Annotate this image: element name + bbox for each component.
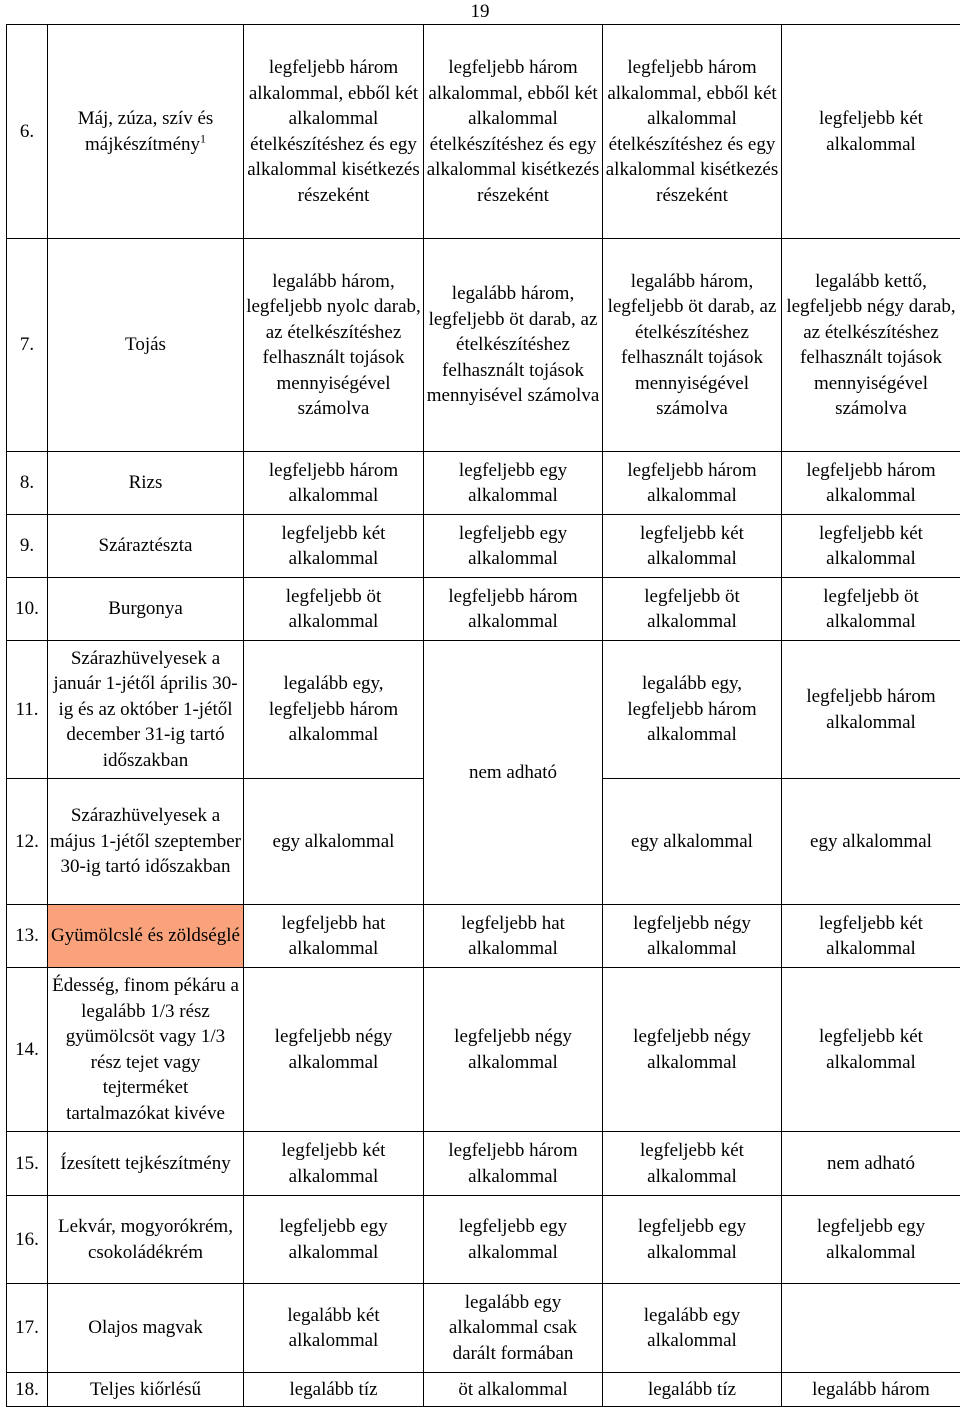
cell-col1: egy alkalommal [244,779,424,905]
cell-col2: öt alkalommal [424,1373,603,1407]
cell-col2: legfeljebb egy alkalommal [424,1196,603,1284]
cell-col2: legfeljebb egy alkalommal [424,452,603,515]
food-frequency-table [6,24,960,1407]
cell-col4: egy alkalommal [782,779,960,905]
food-name: Olajos magvak [48,1284,244,1373]
food-name: Rizs [48,452,244,515]
cell-col4: nem adható [782,1132,960,1196]
cell-col1: legfeljebb két alkalommal [244,515,424,578]
cell-col1: legalább két alkalommal [244,1284,424,1373]
food-name: Szárazhüvelyesek a május 1-jétől szeptember 30-ig tartó időszakban [48,779,244,905]
cell-col1: legfeljebb egy alkalommal [244,1196,424,1284]
cell-col3: legalább tíz [603,1373,782,1407]
food-name: Édesség, finom pékáru a legalább 1/3 rész gyümölcsöt vagy 1/3 rész tejet vagy tejterméket tartalmazókat kivéve [48,968,244,1132]
cell-col4: legfeljebb három alkalommal [782,641,960,779]
cell-col3: legfeljebb három alkalommal [603,452,782,515]
cell-col3: legalább egy, legfeljebb három alkalommal [603,641,782,779]
cell-col3: legfeljebb négy alkalommal [603,968,782,1132]
table-row [7,239,960,452]
row-number: 12. [7,779,48,905]
cell-col2-merged: nem adható [424,641,603,905]
row-number: 7. [7,239,48,452]
food-name: Teljes kiőrlésű [48,1373,244,1407]
row-number: 18. [7,1373,48,1407]
food-name: Lekvár, mogyorókrém, csokoládékrém [48,1196,244,1284]
cell-col4: legfeljebb öt alkalommal [782,578,960,641]
cell-col1: legfeljebb három alkalommal [244,452,424,515]
cell-col2: legalább három, legfeljebb öt darab, az ételkészítéshez felhasznált tojások mennyisével számolva [424,239,603,452]
cell-col4: legalább kettő, legfeljebb négy darab, az ételkészítéshez felhasznált tojások mennyiségével számolva [782,239,960,452]
cell-col4: legfeljebb két alkalommal [782,905,960,968]
row-number: 13. [7,905,48,968]
row-number: 9. [7,515,48,578]
footnote-marker: 1 [200,131,206,145]
cell-col2: legfeljebb három alkalommal, ebből két alkalommal ételkészítéshez és egy alkalommal kisétkezés részeként [424,25,603,239]
cell-col2: legalább egy alkalommal csak darált formában [424,1284,603,1373]
cell-col2: legfeljebb hat alkalommal [424,905,603,968]
food-name: Máj, zúza, szív és májkészítmény$^1$ [48,25,244,239]
cell-col1: legfeljebb öt alkalommal [244,578,424,641]
cell-col2: legfeljebb négy alkalommal [424,968,603,1132]
cell-col3: egy alkalommal [603,779,782,905]
cell-col1: legfeljebb két alkalommal [244,1132,424,1196]
cell-col3: legalább egy alkalommal [603,1284,782,1373]
cell-col3: legfeljebb két alkalommal [603,1132,782,1196]
cell-col3: legalább három, legfeljebb öt darab, az ételkészítéshez felhasznált tojások mennyiségével számolva [603,239,782,452]
cell-col1: legfeljebb három alkalommal, ebből két alkalommal ételkészítéshez és egy alkalommal kisétkezés részeként [244,25,424,239]
table-row [7,1373,960,1407]
food-name: Ízesített tejkészítmény [48,1132,244,1196]
table-row [7,578,960,641]
table-row [7,515,960,578]
cell-col1: legalább tíz [244,1373,424,1407]
row-number: 14. [7,968,48,1132]
cell-col1: legfeljebb hat alkalommal [244,905,424,968]
cell-col4: legfeljebb egy alkalommal [782,1196,960,1284]
cell-col3: legfeljebb három alkalommal, ebből két alkalommal ételkészítéshez és egy alkalommal kisétkezés részeként [603,25,782,239]
cell-col3: legfeljebb két alkalommal [603,515,782,578]
row-number: 15. [7,1132,48,1196]
cell-col2: legfeljebb három alkalommal [424,1132,603,1196]
cell-col3: legfeljebb egy alkalommal [603,1196,782,1284]
row-number: 6. [7,25,48,239]
row-number: 10. [7,578,48,641]
table-row [7,1196,960,1284]
cell-col2: legfeljebb egy alkalommal [424,515,603,578]
table-row [7,1132,960,1196]
food-name: Szárazhüvelyesek a január 1-jétől április 30-ig és az október 1-jétől december 31-ig tartó időszakban [48,641,244,779]
food-name: Burgonya [48,578,244,641]
row-number: 17. [7,1284,48,1373]
table-row [7,968,960,1132]
food-name: Száraztészta [48,515,244,578]
row-number: 8. [7,452,48,515]
cell-col4: legfeljebb két alkalommal [782,968,960,1132]
cell-col1: legalább egy, legfeljebb három alkalommal [244,641,424,779]
table-row [7,641,960,779]
row-number: 11. [7,641,48,779]
cell-col1: legfeljebb négy alkalommal [244,968,424,1132]
cell-col4 [782,1284,960,1373]
food-name: Tojás [48,239,244,452]
cell-col4: legalább három [782,1373,960,1407]
cell-col4: legfeljebb három alkalommal [782,452,960,515]
cell-col3: legfeljebb négy alkalommal [603,905,782,968]
page-number: 19 [0,1,960,23]
cell-col4: legfeljebb két alkalommal [782,25,960,239]
table-row [7,905,960,968]
cell-col2: legfeljebb három alkalommal [424,578,603,641]
row-number: 16. [7,1196,48,1284]
cell-col3: legfeljebb öt alkalommal [603,578,782,641]
table-row [7,452,960,515]
cell-col1: legalább három, legfeljebb nyolc darab, az ételkészítéshez felhasznált tojások mennyiségével számolva [244,239,424,452]
food-name-highlighted: Gyümölcslé és zöldséglé [48,905,244,968]
cell-col4: legfeljebb két alkalommal [782,515,960,578]
table-row [7,25,960,239]
table-row [7,1284,960,1373]
